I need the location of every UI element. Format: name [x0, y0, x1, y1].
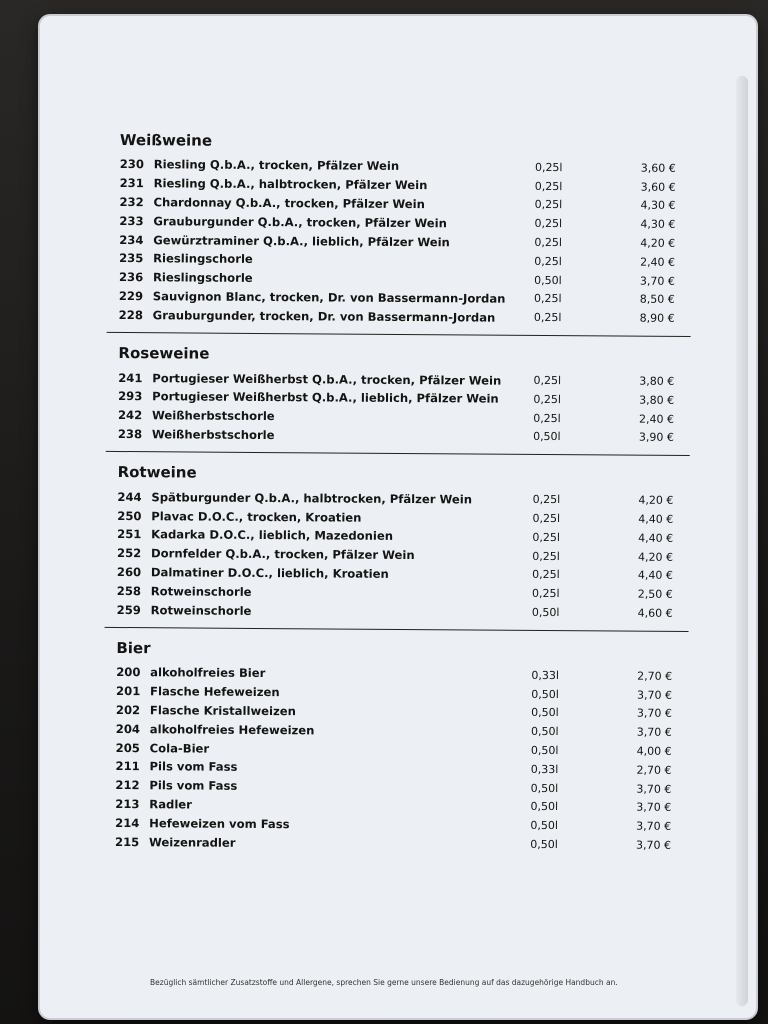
item-name: Riesling Q.b.A., trocken, Pfälzer Wein [153, 157, 400, 174]
item-number: 200 [116, 665, 141, 680]
menu-section [118, 343, 679, 456]
item-price: 2,50 € [637, 587, 673, 602]
item-price: 3,70 € [636, 801, 672, 815]
item-price: 4,40 € [637, 569, 673, 583]
item-number: 233 [119, 213, 144, 228]
item-number: 232 [119, 194, 144, 210]
allergen-footnote: Bezüglich sämtlicher Zusatzstoffe und Allergene, sprechen Sie gerne unsere Bedienung auf das dazugehörige Handbuch an. [150, 978, 618, 987]
item-price: 3,90 € [638, 431, 674, 445]
item-name: Portugieser Weißherbst Q.b.A., lieblich, Pfälzer Wein [152, 389, 499, 407]
item-number: 211 [115, 759, 140, 774]
item-name: Grauburgunder Q.b.A., trocken, Pfälzer Wein [153, 214, 447, 231]
item-price: 3,70 € [636, 707, 672, 721]
item-price: 4,20 € [640, 236, 676, 250]
item-name: Flasche Kristallweizen [149, 703, 296, 719]
item-volume: 0,25l [534, 235, 563, 250]
item-number: 242 [117, 408, 143, 423]
item-volume: 0,50l [530, 800, 559, 814]
item-price: 3,80 € [639, 393, 675, 407]
item-number: 230 [119, 157, 145, 172]
section-divider [106, 451, 690, 456]
item-number: 201 [116, 684, 141, 699]
item-volume: 0,25l [532, 530, 560, 544]
item-name: Kadarka D.O.C., lieblich, Mazedonien [151, 527, 394, 544]
item-name: Radler [149, 797, 192, 812]
item-price: 2,40 € [640, 255, 676, 269]
item-volume: 0,25l [533, 411, 561, 425]
item-name: Gewürztraminer Q.b.A., lieblich, Pfälzer Wein [153, 232, 450, 249]
item-name: Flasche Hefeweizen [150, 684, 280, 700]
item-name: Dornfelder Q.b.A., trocken, Pfälzer Wein [150, 546, 415, 563]
item-name: Plavac D.O.C., trocken, Kroatien [151, 508, 362, 525]
item-volume: 0,25l [534, 217, 563, 231]
item-number: 229 [118, 288, 144, 304]
item-volume: 0,25l [532, 568, 560, 582]
item-number: 231 [119, 176, 144, 191]
sleeve-edge [736, 76, 748, 1006]
item-name: Cola-Bier [149, 740, 210, 756]
item-volume: 0,25l [533, 392, 561, 406]
item-number: 213 [115, 796, 140, 812]
item-volume: 0,50l [530, 837, 558, 852]
item-volume: 0,25l [532, 549, 560, 563]
item-price: 3,70 € [636, 725, 672, 740]
item-number: 241 [118, 370, 143, 385]
menu-section [115, 638, 676, 855]
item-number: 293 [118, 389, 143, 404]
item-name: Dalmatiner D.O.C., lieblich, Kroatien [150, 565, 389, 581]
item-volume: 0,50l [533, 430, 561, 444]
item-volume: 0,25l [531, 587, 560, 601]
item-name: Pils vom Fass [149, 778, 238, 793]
item-number: 260 [116, 564, 142, 580]
item-number: 250 [117, 508, 142, 523]
item-volume: 0,25l [534, 160, 563, 174]
item-volume: 0,33l [530, 762, 559, 776]
item-name: Sauvignon Blanc, trocken, Dr. von Bassermann-Jordan [152, 289, 506, 306]
item-price: 3,70 € [639, 274, 676, 288]
item-volume: 0,33l [531, 668, 560, 682]
item-name: Weißherbstschorle [151, 408, 275, 424]
menu-section [117, 462, 678, 631]
item-number: 236 [118, 270, 144, 285]
item-name: Chardonnay Q.b.A., trocken, Pfälzer Wein [153, 195, 425, 212]
item-volume: 0,50l [531, 605, 560, 620]
item-volume: 0,50l [534, 273, 562, 287]
item-price: 3,80 € [639, 374, 675, 388]
item-number: 202 [115, 702, 141, 718]
item-volume: 0,25l [534, 292, 562, 306]
item-number: 214 [115, 815, 140, 830]
item-volume: 0,25l [532, 493, 561, 507]
item-volume: 0,50l [530, 725, 559, 739]
item-number: 251 [117, 527, 142, 542]
item-price: 4,30 € [640, 199, 676, 213]
item-price: 4,00 € [636, 744, 672, 758]
item-price: 3,70 € [636, 782, 672, 796]
item-price: 4,30 € [640, 217, 676, 232]
item-volume: 0,25l [534, 198, 563, 212]
item-number: 235 [119, 251, 144, 266]
item-price: 4,40 € [638, 531, 674, 545]
item-number: 215 [114, 834, 140, 849]
item-name: Rieslingschorle [152, 270, 253, 286]
item-volume: 0,50l [531, 687, 559, 701]
item-price: 3,70 € [636, 819, 672, 834]
item-price: 2,40 € [638, 412, 675, 426]
item-name: Riesling Q.b.A., halbtrocken, Pfälzer Wein [153, 176, 428, 193]
item-number: 258 [116, 583, 142, 598]
menu-item-row [118, 425, 678, 448]
item-price: 4,20 € [638, 493, 674, 508]
item-name: Rieslingschorle [153, 251, 253, 267]
item-name: Spätburgunder Q.b.A., halbtrocken, Pfälzer Wein [151, 489, 473, 507]
menu-item-row [115, 832, 675, 855]
item-number: 259 [116, 602, 141, 617]
item-volume: 0,50l [530, 781, 559, 795]
item-volume: 0,25l [533, 373, 562, 388]
item-number: 204 [115, 721, 141, 736]
item-price: 3,60 € [640, 161, 676, 175]
item-price: 3,70 € [635, 838, 672, 852]
item-price: 8,90 € [639, 311, 675, 326]
item-number: 244 [117, 489, 142, 504]
menu-item-row [119, 305, 679, 328]
item-number: 238 [117, 426, 143, 442]
item-number: 228 [118, 307, 143, 322]
item-name: Pils vom Fass [149, 759, 238, 775]
item-price: 4,20 € [637, 550, 674, 564]
item-volume: 0,50l [530, 819, 558, 833]
item-price: 8,50 € [639, 293, 675, 307]
item-name: Portugieser Weißherbst Q.b.A., trocken, Pfälzer Wein [152, 370, 502, 388]
item-name: Weizenradler [148, 834, 236, 850]
item-volume: 0,50l [530, 743, 559, 758]
item-number: 212 [115, 778, 140, 793]
menu-item-row [117, 600, 677, 623]
menu-section [119, 130, 680, 337]
item-volume: 0,25l [534, 254, 562, 268]
item-price: 2,70 € [637, 669, 673, 683]
section-divider [107, 332, 691, 337]
item-volume: 0,25l [533, 311, 562, 325]
item-name: Rotweinschorle [150, 602, 252, 618]
item-volume: 0,50l [531, 706, 559, 720]
item-number: 205 [115, 740, 140, 755]
item-price: 4,60 € [637, 606, 673, 620]
section-title: Weißweine [119, 130, 213, 150]
item-number: 252 [116, 546, 142, 561]
item-name: Hefeweizen vom Fass [149, 815, 290, 831]
item-name: Rotweinschorle [150, 583, 252, 599]
drinks-menu-page [115, 130, 680, 855]
section-title: Roseweine [118, 344, 210, 363]
item-name: alkoholfreies Bier [150, 665, 266, 681]
item-price: 3,70 € [637, 688, 673, 702]
section-title: Bier [116, 638, 151, 658]
item-name: Weißherbstschorle [151, 427, 275, 443]
item-volume: 0,25l [534, 179, 563, 193]
section-divider [105, 627, 689, 632]
item-name: alkoholfreies Hefeweizen [149, 721, 315, 738]
item-price: 4,40 € [638, 512, 674, 526]
item-price: 3,60 € [640, 180, 676, 194]
item-name: Grauburgunder, trocken, Dr. von Bassermann-Jordan [152, 307, 496, 325]
item-number: 234 [119, 232, 144, 247]
section-title: Rotweine [117, 463, 197, 482]
item-price: 2,70 € [636, 763, 672, 777]
item-volume: 0,25l [532, 511, 561, 526]
